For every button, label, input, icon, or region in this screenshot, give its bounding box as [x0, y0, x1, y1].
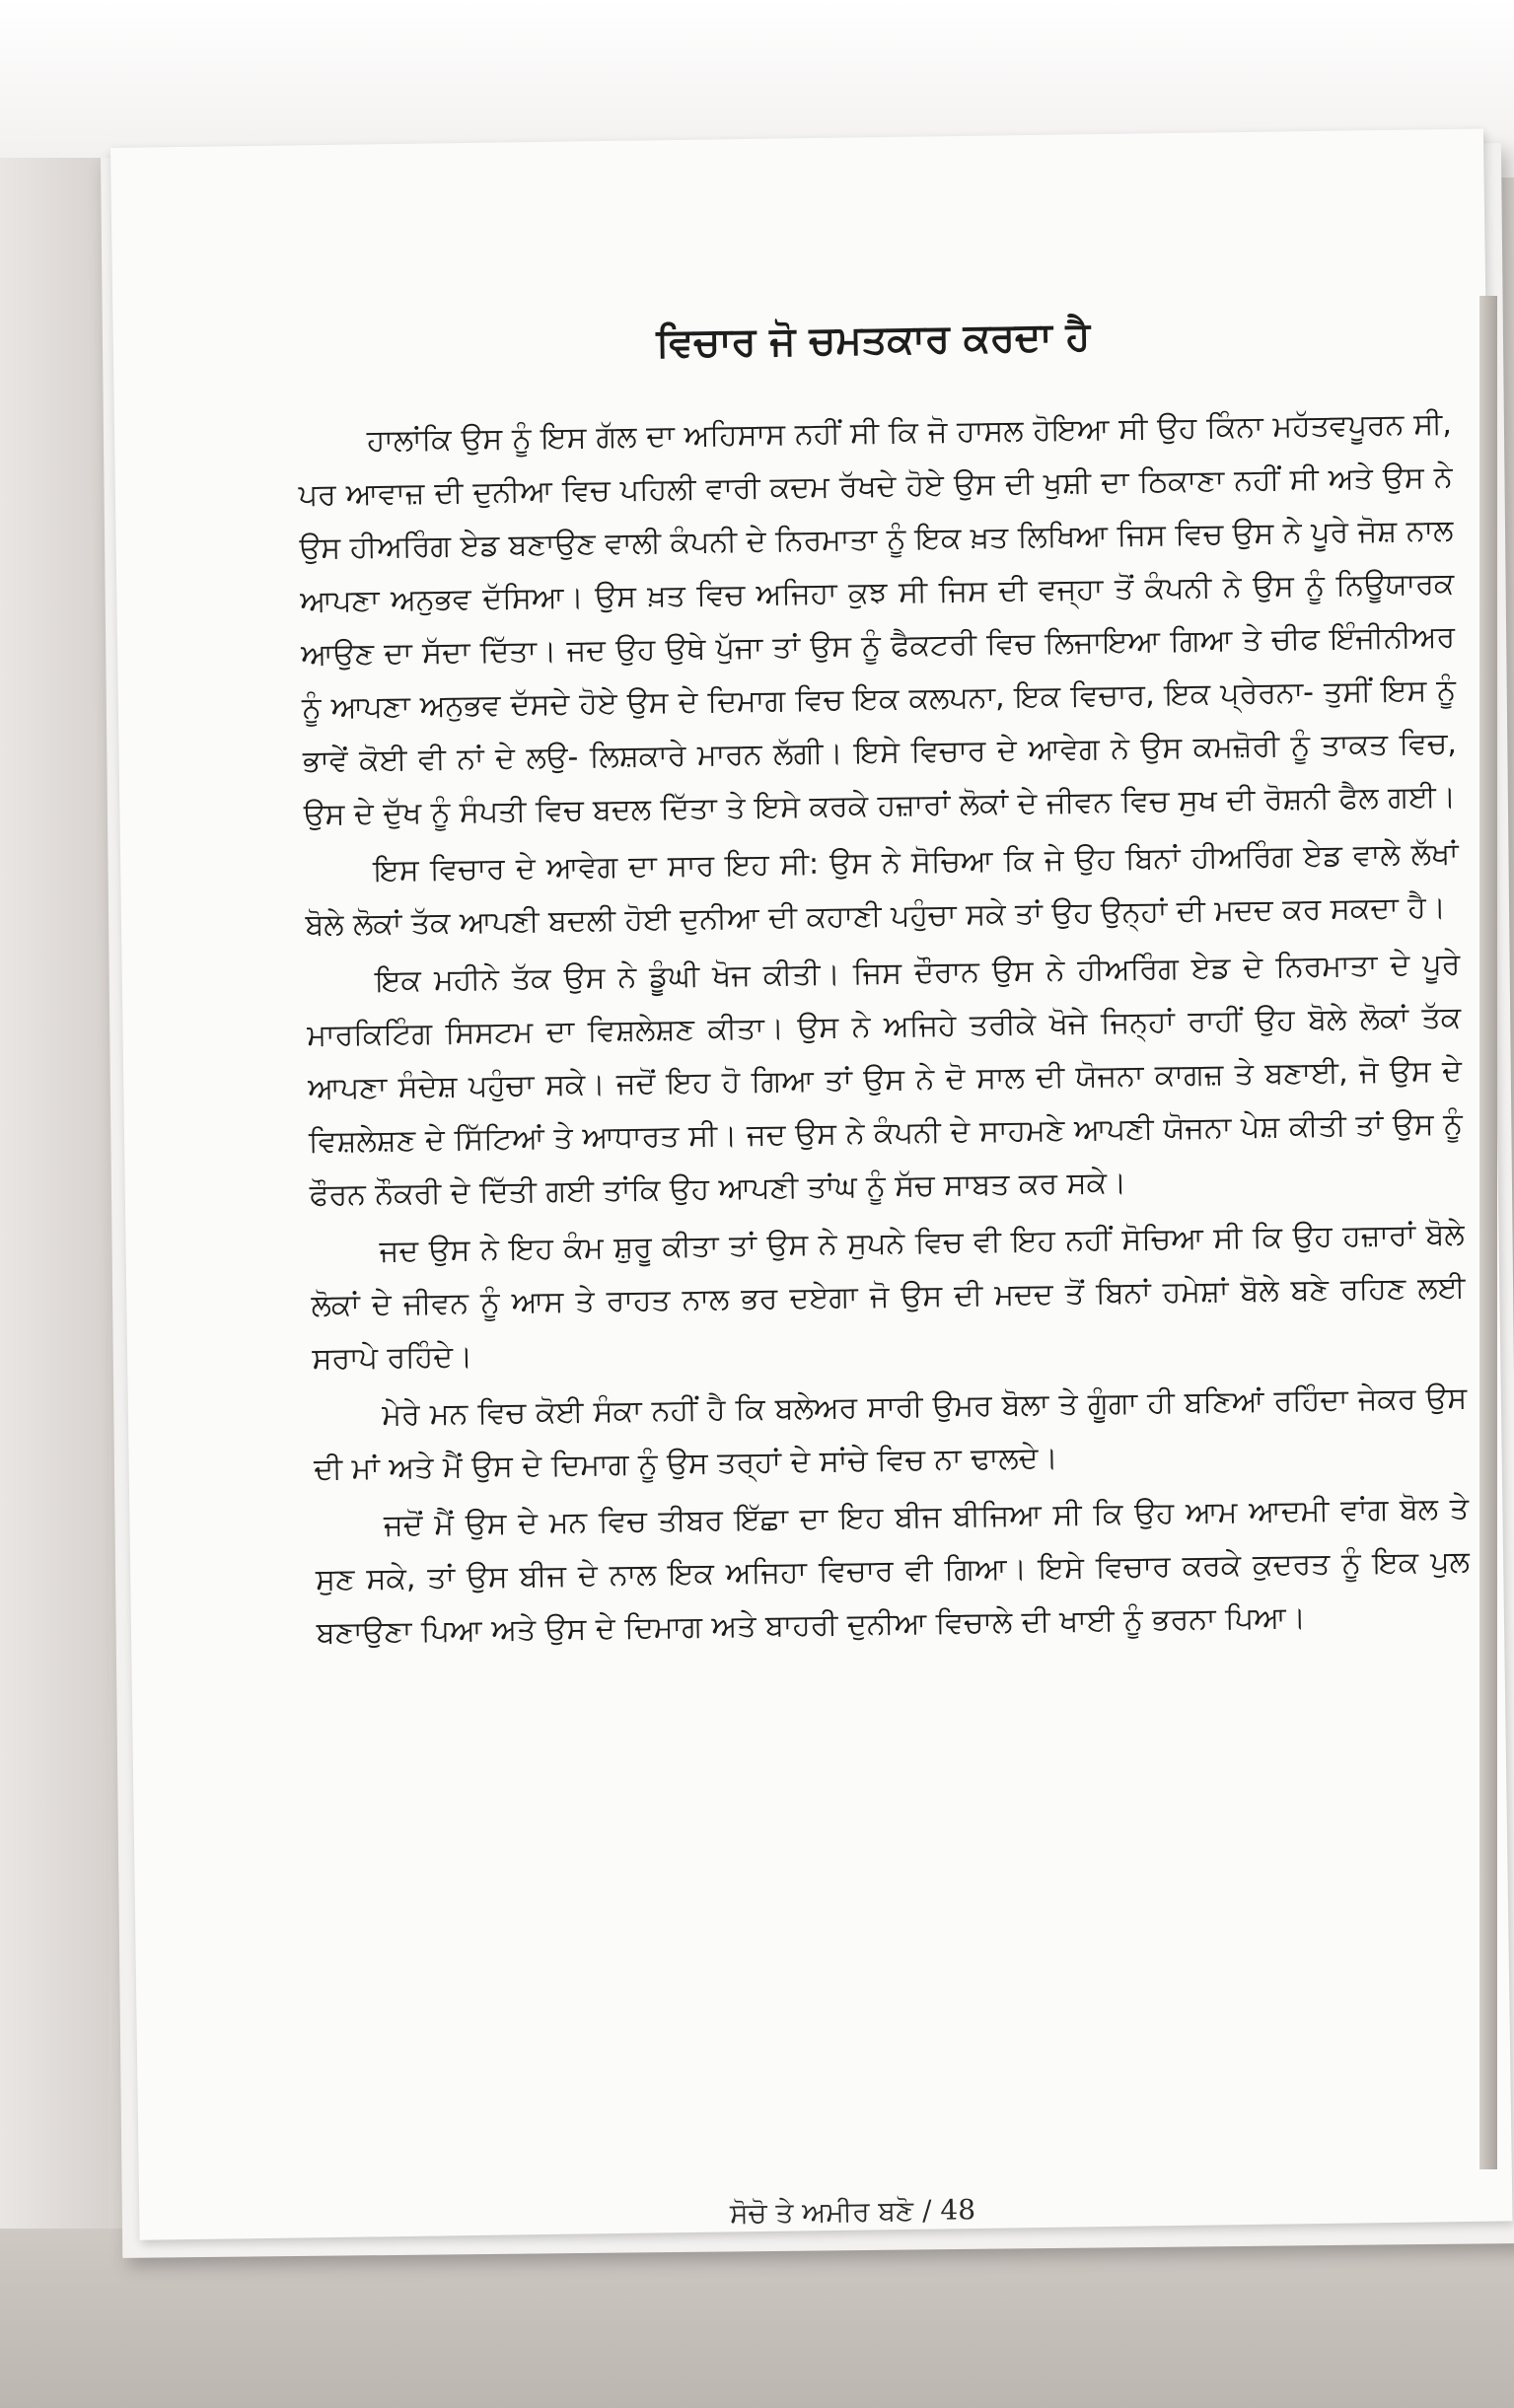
background-left	[0, 158, 108, 2248]
footer-book-title: ਸੋਚੋ ਤੇ ਅਮੀਰ ਬਣੋ	[729, 2194, 914, 2231]
paragraph-4: ਜਦ ਉਸ ਨੇ ਇਹ ਕੰਮ ਸ਼ੁਰੂ ਕੀਤਾ ਤਾਂ ਉਸ ਨੇ ਸੁਪਨੇ ਵਿਚ ਵੀ ਇਹ ਨਹੀਂ ਸੋਚਿਆ ਸੀ ਕਿ ਉਹ ਹਜ਼ਾਰਾਂ ਬੋਲੇ ਲੋਕਾਂ ਦੇ ਜੀਵਨ ਨੂੰ ਆਸ ਤੇ ਰਾਹਤ ਨਾਲ ਭਰ ਦਏਗਾ ਜੋ ਉਸ ਦੀ ਮਦਦ ਤੋਂ ਬਿਨਾਂ ਹਮੇਸ਼ਾਂ ਬੋਲੇ ਬਣੇ ਰਹਿਣ ਲਈ ਸਰਾਪੇ ਰਹਿੰਦੇ।	[311, 1217, 1466, 1377]
paragraph-1: ਹਾਲਾਂਕਿ ਉਸ ਨੂੰ ਇਸ ਗੱਲ ਦਾ ਅਹਿਸਾਸ ਨਹੀਂ ਸੀ ਕਿ ਜੋ ਹਾਸਲ ਹੋਇਆ ਸੀ ਉਹ ਕਿੰਨਾ ਮਹੱਤਵਪੂਰਨ ਸੀ, ਪਰ ਆਵਾਜ਼ ਦੀ ਦੁਨੀਆ ਵਿਚ ਪਹਿਲੀ ਵਾਰੀ ਕਦਮ ਰੱਖਦੇ ਹੋਏ ਉਸ ਦੀ ਖੁਸ਼ੀ ਦਾ ਠਿਕਾਣਾ ਨਹੀਂ ਸੀ ਅਤੇ ਉਸ ਨੇ ਉਸ ਹੀਅਰਿੰਗ ਏਡ ਬਣਾਉਣ ਵਾਲੀ ਕੰਪਨੀ ਦੇ ਨਿਰਮਾਤਾ ਨੂੰ ਇਕ ਖ਼ਤ ਲਿਖਿਆ ਜਿਸ ਵਿਚ ਉਸ ਨੇ ਪੂਰੇ ਜੋਸ਼ ਨਾਲ ਆਪਣਾ ਅਨੁਭਵ ਦੱਸਿਆ। ਉਸ ਖ਼ਤ ਵਿਚ ਅਜਿਹਾ ਕੁਝ ਸੀ ਜਿਸ ਦੀ ਵਜ੍ਹਾ ਤੋਂ ਕੰਪਨੀ ਨੇ ਉਸ ਨੂੰ ਨਿਊਯਾਰਕ ਆਉਣ ਦਾ ਸੱਦਾ ਦਿੱਤਾ। ਜਦ ਉਹ ਉਥੇ ਪੁੱਜਾ ਤਾਂ ਉਸ ਨੂੰ ਫੈਕਟਰੀ ਵਿਚ ਲਿਜਾਇਆ ਗਿਆ ਤੇ ਚੀਫ ਇੰਜੀਨੀਅਰ ਨੂੰ ਆਪਣਾ ਅਨੁਭਵ ਦੱਸਦੇ ਹੋਏ ਉਸ ਦੇ ਦਿਮਾਗ ਵਿਚ ਇਕ ਕਲਪਨਾ, ਇਕ ਵਿਚਾਰ, ਇਕ ਪ੍ਰੇਰਨਾ- ਤੁਸੀਂ ਇਸ ਨੂੰ ਭਾਵੇਂ ਕੋਈ ਵੀ ਨਾਂ ਦੇ ਲਉ- ਲਿਸ਼ਕਾਰੇ ਮਾਰਨ ਲੱਗੀ। ਇਸੇ ਵਿਚਾਰ ਦੇ ਆਵੇਗ ਨੇ ਉਸ ਕਮਜ਼ੋਰੀ ਨੂੰ ਤਾਕਤ ਵਿਚ, ਉਸ ਦੇ ਦੁੱਖ ਨੂੰ ਸੰਪਤੀ ਵਿਚ ਬਦਲ ਦਿੱਤਾ ਤੇ ਇਸੇ ਕਰਕੇ ਹਜ਼ਾਰਾਂ ਲੋਕਾਂ ਦੇ ਜੀਵਨ ਵਿਚ ਸੁਖ ਦੀ ਰੋਸ਼ਨੀ ਫੈਲ ਗਈ।	[298, 406, 1458, 832]
chapter-title: ਵਿਚਾਰ ਜੋ ਚਮਤਕਾਰ ਕਰਦਾ ਹੈ	[656, 314, 1091, 367]
page-footer	[730, 2191, 1124, 2231]
paragraph-2: ਇਸ ਵਿਚਾਰ ਦੇ ਆਵੇਗ ਦਾ ਸਾਰ ਇਹ ਸੀ: ਉਸ ਨੇ ਸੋਚਿਆ ਕਿ ਜੇ ਉਹ ਬਿਨਾਂ ਹੀਅਰਿੰਗ ਏਡ ਵਾਲੇ ਲੱਖਾਂ ਬੋਲੇ ਲੋਕਾਂ ਤੱਕ ਆਪਣੀ ਬਦਲੀ ਹੋਈ ਦੁਨੀਆ ਦੀ ਕਹਾਣੀ ਪਹੁੰਚਾ ਸਕੇ ਤਾਂ ਉਹ ਉਨ੍ਹਾਂ ਦੀ ਮਦਦ ਕਰ ਸਕਦਾ ਹੈ।	[305, 836, 1459, 943]
paragraph-6: ਜਦੋਂ ਮੈਂ ਉਸ ਦੇ ਮਨ ਵਿਚ ਤੀਬਰ ਇੱਛਾ ਦਾ ਇਹ ਬੀਜ ਬੀਜਿਆ ਸੀ ਕਿ ਉਹ ਆਮ ਆਦਮੀ ਵਾਂਗ ਬੋਲ ਤੇ ਸੁਣ ਸਕੇ, ਤਾਂ ਉਸ ਬੀਜ ਦੇ ਨਾਲ ਇਕ ਅਜਿਹਾ ਵਿਚਾਰ ਵੀ ਗਿਆ। ਇਸੇ ਵਿਚਾਰ ਕਰਕੇ ਕੁਦਰਤ ਨੂੰ ਇਕ ਪੁਲ ਬਣਾਉਣਾ ਪਿਆ ਅਤੇ ਉਸ ਦੇ ਦਿਮਾਗ ਅਤੇ ਬਾਹਰੀ ਦੁਨੀਆ ਵਿਚਾਲੇ ਦੀ ਖਾਈ ਨੂੰ ਭਰਨਾ ਪਿਆ।	[315, 1491, 1471, 1651]
paragraph-3: ਇਕ ਮਹੀਨੇ ਤੱਕ ਉਸ ਨੇ ਡੂੰਘੀ ਖੋਜ ਕੀਤੀ। ਜਿਸ ਦੌਰਾਨ ਉਸ ਨੇ ਹੀਅਰਿੰਗ ਏਡ ਦੇ ਨਿਰਮਾਤਾ ਦੇ ਪੂਰੇ ਮਾਰਕਿਟਿੰਗ ਸਿਸਟਮ ਦਾ ਵਿਸ਼ਲੇਸ਼ਣ ਕੀਤਾ। ਉਸ ਨੇ ਅਜਿਹੇ ਤਰੀਕੇ ਖੋਜੇ ਜਿਨ੍ਹਾਂ ਰਾਹੀਂ ਉਹ ਬੋਲੇ ਲੋਕਾਂ ਤੱਕ ਆਪਣਾ ਸੰਦੇਸ਼ ਪਹੁੰਚਾ ਸਕੇ। ਜਦੋਂ ਇਹ ਹੋ ਗਿਆ ਤਾਂ ਉਸ ਨੇ ਦੋ ਸਾਲ ਦੀ ਯੋਜਨਾ ਕਾਗਜ਼ ਤੇ ਬਣਾਈ, ਜੋ ਉਸ ਦੇ ਵਿਸ਼ਲੇਸ਼ਣ ਦੇ ਸਿੱਟਿਆਂ ਤੇ ਆਧਾਰਤ ਸੀ। ਜਦ ਉਸ ਨੇ ਕੰਪਨੀ ਦੇ ਸਾਹਮਣੇ ਆਪਣੀ ਯੋਜਨਾ ਪੇਸ਼ ਕੀਤੀ ਤਾਂ ਉਸ ਨੂੰ ਫੌਰਨ ਨੌਕਰੀ ਦੇ ਦਿੱਤੀ ਗਈ ਤਾਂਕਿ ਉਹ ਆਪਣੀ ਤਾਂਘ ਨੂੰ ਸੱਚ ਸਾਬਤ ਕਰ ਸਕੇ।	[307, 947, 1464, 1213]
footer-separator: /	[921, 2193, 932, 2228]
page-content	[296, 308, 1471, 1664]
page-edge	[1479, 296, 1497, 2169]
page-number: 48	[940, 2193, 976, 2227]
paragraph-5: ਮੇਰੇ ਮਨ ਵਿਚ ਕੋਈ ਸੰਕਾ ਨਹੀਂ ਹੈ ਕਿ ਬਲੇਅਰ ਸਾਰੀ ਉਮਰ ਬੋਲਾ ਤੇ ਗੂੰਗਾ ਹੀ ਬਣਿਆਂ ਰਹਿੰਦਾ ਜੇਕਰ ਉਸ ਦੀ ਮਾਂ ਅਤੇ ਮੈਂ ਉਸ ਦੇ ਦਿਮਾਗ ਨੂੰ ਉਸ ਤਰ੍ਹਾਂ ਦੇ ਸਾਂਚੇ ਵਿਚ ਨਾ ਢਾਲਦੇ।	[313, 1381, 1468, 1487]
